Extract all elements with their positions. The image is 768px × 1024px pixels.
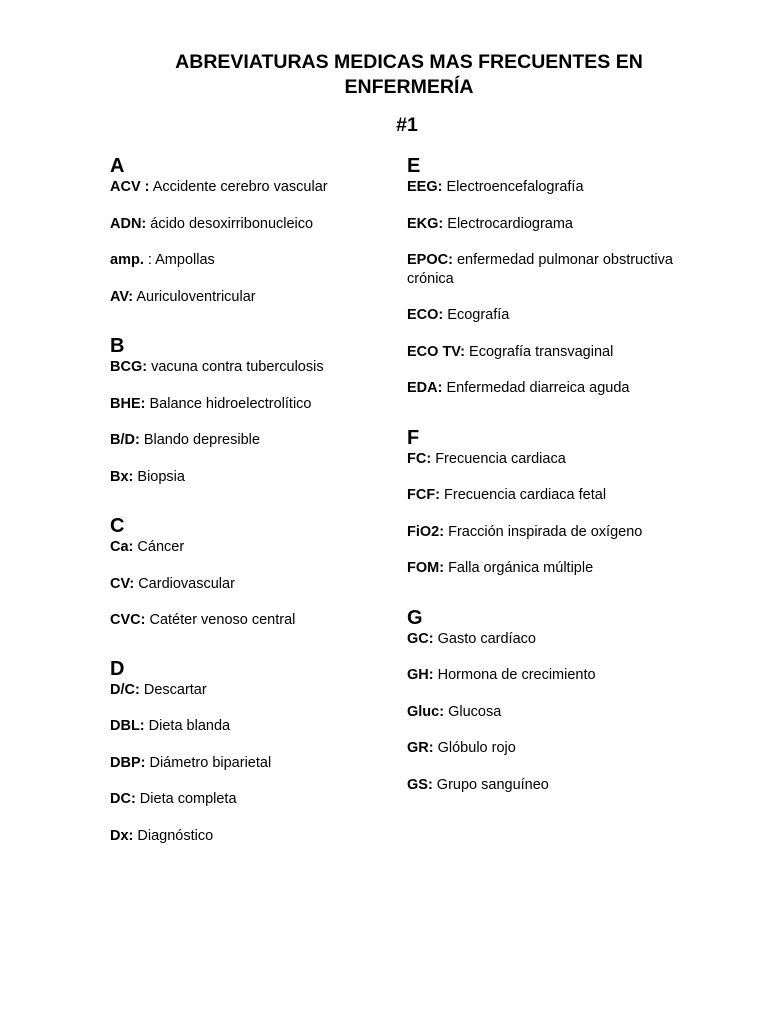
entry-abbr: FiO2: [407,523,445,540]
entry-abbr: AV: [110,288,134,305]
entry-meaning: : Ampollas [143,252,215,268]
entry-meaning: Ecografía [443,307,510,323]
entry-abbr: amp. [110,252,144,268]
entry-abbr: FOM: [407,560,445,576]
entry [407,178,677,197]
section-a [110,154,385,306]
entry-abbr: EPOC: [407,252,453,268]
entry-abbr: EEG: [407,179,443,195]
entry [407,703,677,722]
entry [407,215,677,234]
section-letter: C [110,515,125,537]
entry-meaning: Cardiovascular [134,575,235,592]
entry [407,776,677,795]
entry-abbr: DBP: [110,754,146,771]
entry [110,681,385,700]
entry-abbr: BCG: [110,359,148,375]
entry-meaning: Dieta completa [135,791,237,807]
entry-abbr: DC: [110,791,136,807]
entry-meaning: Blando depresible [139,432,260,448]
entry-abbr: ECO: [407,307,444,323]
entry [407,523,677,542]
section-g [407,606,677,795]
entry [110,754,385,773]
section-letter: E [407,155,421,177]
entry-abbr: ACV : [110,179,150,195]
title-line-2: ENFERMERÍA [344,76,474,98]
entry-abbr: GR: [407,740,434,756]
section-f [407,426,677,578]
entry-abbr: GS: [407,776,433,793]
section-e [407,154,677,398]
entry-abbr: GH: [407,667,434,683]
page-number: #1 [396,114,418,136]
entry-abbr: GC: [407,630,434,647]
entry-abbr: EDA: [407,380,443,396]
entry-abbr: ECO TV: [407,343,466,360]
entry-abbr: Ca: [110,539,134,555]
right-column [407,154,677,794]
entry-meaning: Balance hidroelectrolítico [145,395,312,412]
entry-meaning: Cáncer [133,539,185,555]
entry-meaning: Biopsia [133,468,185,485]
section-d [110,657,385,846]
entry [110,431,385,450]
entry-meaning: ácido desoxirribonucleico [146,215,314,232]
entry [407,739,677,758]
entry-meaning: vacuna contra tuberculosis [147,359,324,375]
left-column [110,154,385,845]
entry-meaning: Grupo sanguíneo [432,776,549,793]
entry [110,288,385,307]
entry [407,251,677,288]
entry-meaning: Descartar [139,681,207,698]
entry-meaning: Hormona de crecimiento [433,667,596,683]
entry [110,395,385,414]
entry-abbr: CV: [110,575,135,592]
entry-meaning: Frecuencia cardiaca [431,450,566,467]
entry-abbr: FCF: [407,487,441,503]
entry-meaning: Ecografía transvaginal [465,343,614,360]
entry [110,717,385,736]
entry-abbr: D/C: [110,681,140,698]
entry [110,178,385,197]
entry-meaning: Glucosa [444,703,502,720]
entry-meaning: Gasto cardíaco [433,630,536,647]
section-letter: F [407,426,420,449]
entry [407,450,677,469]
entry-abbr: Bx: [110,468,134,485]
entry-meaning: Electrocardiograma [443,215,573,232]
entry-meaning: Dieta blanda [144,718,231,734]
entry-meaning: Catéter venoso central [145,612,296,628]
entry [110,468,385,487]
entry-abbr: DBL: [110,718,145,734]
entry-abbr: BHE: [110,395,146,412]
entry [110,790,385,809]
entry [407,486,677,505]
entry [110,575,385,594]
entry-meaning: Auriculoventricular [133,288,256,305]
entry [407,559,677,578]
entry-meaning: Falla orgánica múltiple [444,560,594,576]
section-letter: D [110,657,125,680]
entry-abbr: CVC: [110,612,146,628]
entry [110,538,385,557]
entry-abbr: FC: [407,450,432,467]
entry [110,358,385,377]
section-letter: A [110,155,125,177]
entry-abbr: EKG: [407,215,444,232]
entry [110,251,385,270]
section-b [110,334,385,486]
entry-meaning: Diámetro biparietal [145,754,272,771]
entry-abbr: Dx: [110,827,134,844]
entry-abbr: Gluc: [407,703,445,720]
entry [110,611,385,630]
entry-abbr: ADN: [110,215,147,232]
page-title [0,50,768,100]
entry-meaning: Enfermedad diarreica aguda [442,380,630,396]
entry [110,827,385,846]
entry [110,215,385,234]
section-letter: B [110,335,125,357]
title-line-1: ABREVIATURAS MEDICAS MAS FRECUENTES EN [175,51,643,73]
entry [407,306,677,325]
entry-meaning: Diagnóstico [133,827,214,844]
entry-meaning: enfermedad pulmonar obstructiva crónica [407,252,673,287]
entry-meaning: Electroencefalografía [442,179,584,195]
entry [407,666,677,685]
entry-meaning: Glóbulo rojo [433,740,516,756]
section-c [110,514,385,630]
entry-meaning: Frecuencia cardiaca fetal [440,487,607,503]
entry-meaning: Accidente cerebro vascular [149,179,328,195]
entry [407,343,677,362]
entry [407,379,677,398]
entry-meaning: Fracción inspirada de oxígeno [444,523,643,540]
entry-abbr: B/D: [110,432,140,448]
entry [407,630,677,649]
section-letter: G [407,606,423,629]
